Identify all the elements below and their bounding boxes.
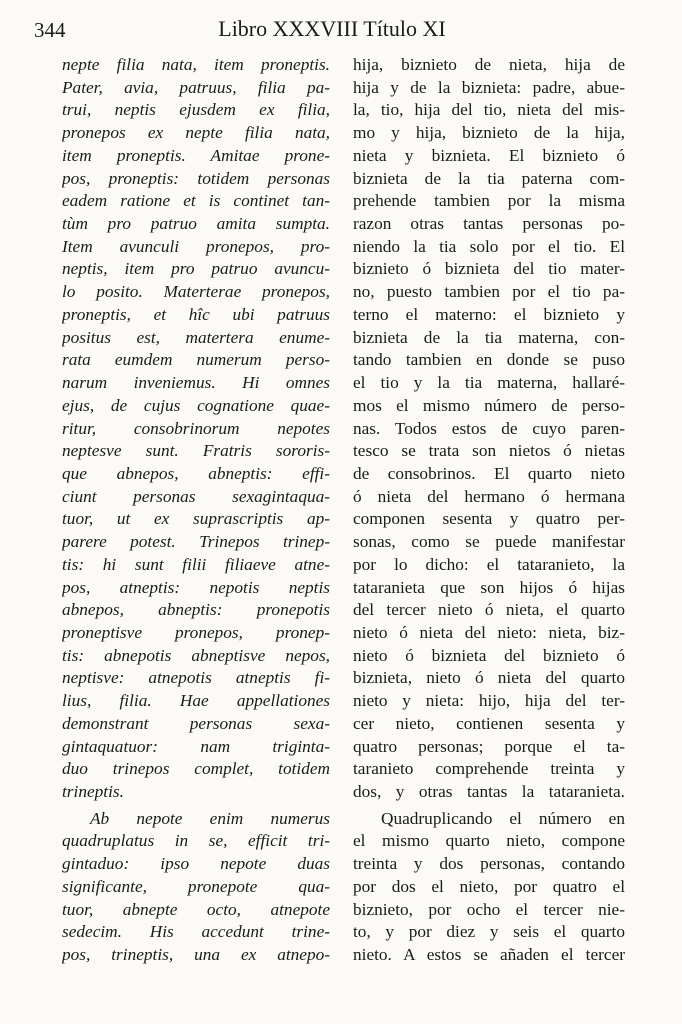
- latin-line: ciunt personas sexagintaqua-: [62, 486, 330, 506]
- latin-line: ejus, de cujus cognatione quae-: [62, 395, 330, 415]
- spanish-line: taranieto comprehende treinta y: [353, 759, 625, 779]
- spanish-line: biznieta, nieto ó nieta del quarto: [353, 668, 625, 688]
- spanish-line: del tercer nieto ó nieta, el quarto: [353, 600, 625, 620]
- spanish-line: biznieta de la tia paterna com-: [353, 168, 625, 188]
- latin-line: tis: hi sunt filii filiaeve atne-: [62, 554, 330, 574]
- latin-line: lius, filia. Hae appellationes: [62, 691, 330, 711]
- spanish-line: no, puesto tambien por el tio pa-: [353, 282, 625, 302]
- spanish-line: mo y hija, biznieto de la hija,: [353, 123, 625, 143]
- latin-line: positus est, matertera enume-: [62, 327, 330, 347]
- spanish-line: la, tio, hija del tio, nieta del mis-: [353, 100, 625, 120]
- latin-line: gintaduo: ipso nepote duas: [62, 854, 330, 874]
- latin-line: neptesve sunt. Fratris sororis-: [62, 441, 330, 461]
- latin-line: tuor, ut ex suprascriptis ap-: [62, 509, 330, 529]
- spanish-line: Quadruplicando el número en: [381, 808, 625, 828]
- spanish-line: el mismo quarto nieto, compone: [353, 831, 625, 851]
- spanish-line: quatro personas; porque el ta-: [353, 736, 625, 756]
- spanish-line: nieta y biznieta. El biznieto ó: [353, 145, 625, 165]
- latin-line: Item avunculi pronepos, pro-: [62, 236, 330, 256]
- latin-line: que abnepos, abneptis: effi-: [62, 463, 330, 483]
- spanish-line: nas. Todos estos de cuyo paren-: [353, 418, 625, 438]
- running-title: Libro XXXVIII Título XI: [218, 16, 446, 41]
- latin-line: Pater, avia, patruus, filia pa-: [62, 77, 330, 97]
- latin-line: significante, pronepote qua-: [62, 876, 330, 896]
- latin-line: parere potest. Trinepos trinep-: [62, 532, 330, 552]
- latin-line: narum inveniemus. Hi omnes: [62, 373, 330, 393]
- latin-line: neptis, item pro patruo avuncu-: [62, 259, 330, 279]
- latin-line: nepte filia nata, item proneptis.: [62, 55, 330, 74]
- spanish-line: razon otras tantas personas po-: [353, 214, 625, 234]
- latin-line: tis: abnepotis abneptisve nepos,: [62, 645, 330, 665]
- spanish-line: ó nieta del hermano ó hermana: [353, 486, 625, 506]
- latin-line: ritur, consobrinorum nepotes: [62, 418, 330, 438]
- latin-line: tuor, abnepte octo, atnepote: [62, 899, 330, 919]
- spanish-line: tesco se trata son nietos ó nietas: [353, 441, 625, 461]
- spanish-line: sonas, como se puede manifestar: [353, 532, 625, 552]
- spanish-line: to, y por diez y seis el quarto: [353, 922, 625, 942]
- spanish-line: tataranieta que son hijos ó hijas: [353, 577, 625, 597]
- spanish-line: nieto ó biznieta del biznieto ó: [353, 645, 625, 665]
- spanish-line: tando tambien en donde se puso: [353, 350, 625, 370]
- spanish-text-column: [353, 54, 625, 967]
- latin-line: trui, neptis ejusdem ex filia,: [62, 100, 330, 120]
- latin-line: proneptisve pronepos, pronep-: [62, 622, 330, 642]
- latin-line: trineptis.: [62, 782, 124, 801]
- spanish-line: nieto ó nieta del nieto: nieta, biz-: [353, 622, 625, 642]
- latin-line: gintaquatuor: nam triginta-: [62, 736, 330, 756]
- latin-line: pos, proneptis: totidem personas: [62, 168, 330, 188]
- latin-line: pos, trineptis, una ex atnepo-: [62, 945, 330, 965]
- latin-line: proneptis, et hîc ubi patruus: [62, 304, 330, 324]
- latin-text-column: [62, 54, 330, 967]
- spanish-line: componen sesenta y quatro per-: [353, 509, 625, 529]
- latin-line: item proneptis. Amitae prone-: [62, 145, 330, 165]
- spanish-line: cer nieto, contienen sesenta y: [353, 713, 625, 733]
- latin-line: sedecim. His accedunt trine-: [62, 922, 330, 942]
- latin-line: demonstrant personas sexa-: [62, 713, 330, 733]
- latin-line: duo trinepos complet, totidem: [62, 759, 330, 779]
- latin-line: pronepos ex nepte filia nata,: [62, 123, 330, 143]
- latin-line: pos, atneptis: nepotis neptis: [62, 577, 330, 597]
- spanish-line: el tio y la tia materna, hallaré-: [353, 373, 625, 393]
- latin-line: tùm pro patruo amita sumpta.: [62, 214, 330, 234]
- spanish-line: nieto. A estos se añaden el tercer: [353, 945, 625, 965]
- spanish-line: terno el materno: el biznieto y: [353, 304, 625, 324]
- spanish-line: hija, biznieto de nieta, hija de: [353, 55, 625, 74]
- latin-line: rata eumdem numerum perso-: [62, 350, 330, 370]
- latin-line: abnepos, abneptis: pronepotis: [62, 600, 330, 620]
- latin-line: eadem ratione et is continet tan-: [62, 191, 330, 211]
- page-number: 344: [34, 18, 66, 42]
- spanish-line: treinta y dos personas, contando: [353, 854, 625, 874]
- spanish-line: mos el mismo número de perso-: [353, 395, 625, 415]
- spanish-line: por lo dicho: el tataranieto, la: [353, 554, 625, 574]
- spanish-line: por dos el nieto, por quatro el: [353, 876, 625, 896]
- spanish-line: dos, y otras tantas la tataranieta.: [353, 782, 625, 801]
- page-header: [34, 16, 630, 46]
- latin-line: Ab nepote enim numerus: [90, 808, 330, 828]
- spanish-line: hija y de la biznieta: padre, abue-: [353, 77, 625, 97]
- spanish-line: nieto y nieta: hijo, hija del ter-: [353, 691, 625, 711]
- latin-line: lo posito. Materterae pronepos,: [62, 282, 330, 302]
- spanish-line: biznieto, por ocho el tercer nie-: [353, 899, 625, 919]
- spanish-line: prehende tambien por la misma: [353, 191, 625, 211]
- latin-line: quadruplatus in se, efficit tri-: [62, 831, 330, 851]
- spanish-line: biznieto ó biznieta del tio mater-: [353, 259, 625, 279]
- spanish-line: de consobrinos. El quarto nieto: [353, 463, 625, 483]
- spanish-line: biznieta de la tia materna, con-: [353, 327, 625, 347]
- latin-line: neptisve: atnepotis atneptis fi-: [62, 668, 330, 688]
- spanish-line: niendo la tia solo por el tio. El: [353, 236, 625, 256]
